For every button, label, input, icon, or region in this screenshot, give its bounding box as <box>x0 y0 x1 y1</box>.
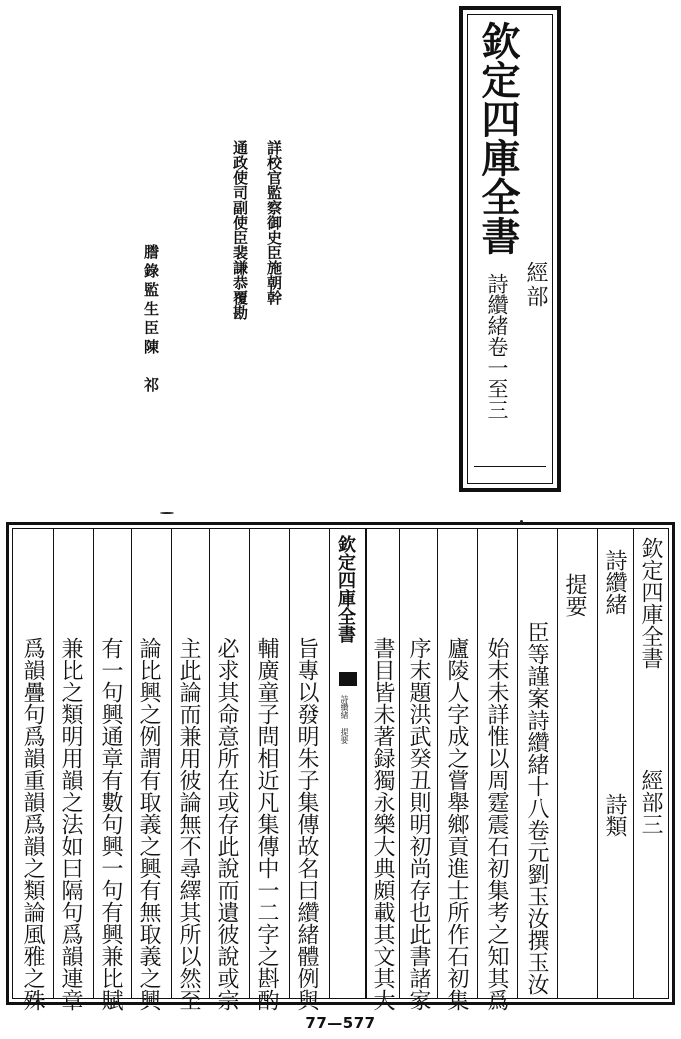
spine-title: 欽定四庫全書 <box>335 535 356 643</box>
text-column: 爲韻疊句爲韻重韻爲韻之類論風雅之殊 <box>20 637 45 1011</box>
page-header-title: 欽定四庫全書 <box>638 537 663 669</box>
page-section: 經部三 <box>638 769 663 835</box>
print-speck <box>520 520 523 523</box>
spine-subtitle: 詩纘緒 提要 <box>340 695 349 744</box>
column-rule <box>477 529 478 998</box>
cover-label-footer-rule <box>474 466 546 479</box>
text-column: 旨專以發明朱子集傳故名曰纘緒體例與 <box>294 637 319 1011</box>
text-column: 廬陵人字成之嘗舉鄉貢進士所作石初集 <box>444 637 469 1011</box>
column-rule <box>437 529 438 998</box>
text-column: 必求其命意所在或存此說而遺彼說或宗 <box>214 637 239 1011</box>
text-column: 臣等謹案詩纘緒十八卷元劉玉汝撰玉汝 <box>524 621 549 995</box>
cover-label-frame <box>459 6 561 492</box>
category: 詩類 <box>602 793 627 837</box>
abstract-heading: 提要 <box>562 573 587 617</box>
center-spine-column <box>329 529 367 998</box>
text-column: 主此論而兼用彼論無不尋繹其所以然至 <box>176 637 201 1011</box>
column-rule <box>633 529 634 998</box>
text-column: 書目皆未著録獨永樂大典頗載其文其大 <box>370 637 395 1011</box>
column-rule <box>249 529 250 998</box>
cover-label-inner-border <box>467 14 553 484</box>
text-column: 始末未詳惟以周霆震石初集考之知其爲 <box>484 637 509 1011</box>
cover-section: 經部 <box>523 261 548 309</box>
text-column: 論比興之例謂有取義之興有無取義之興 <box>136 637 161 1011</box>
column-rule <box>289 529 290 998</box>
text-column: 有一句興通章有數句興一句有興兼比賦 <box>98 637 123 1011</box>
text-column: 兼比之類明用韻之法如曰隔句爲韻連章 <box>58 637 83 1011</box>
official-line-reviewer: 通政使司副使臣裴謙恭覆勘 <box>231 140 249 320</box>
cover-book-title: 詩纘緒卷一至三 <box>485 273 509 420</box>
print-speck <box>160 512 174 514</box>
text-column: 序末題洪武癸丑則明初尚存也此書諸家 <box>406 637 431 1011</box>
text-column: 輔廣童子問相近凡集傳中一二字之斟酌 <box>254 637 279 1011</box>
column-rule <box>131 529 132 998</box>
column-rule <box>93 529 94 998</box>
column-rule <box>517 529 518 998</box>
book-title: 詩纘緒 <box>602 549 627 615</box>
official-line-proofreader: 詳校官監察御史臣施朝幹 <box>265 140 283 305</box>
cover-title: 欽定四庫全書 <box>475 21 521 255</box>
column-rule <box>399 529 400 998</box>
spine-fishtail-mark <box>339 672 357 686</box>
text-page-frame <box>6 522 675 1011</box>
column-rule <box>597 529 598 998</box>
text-page-inner-border <box>12 528 669 1011</box>
column-rule <box>53 529 54 998</box>
column-rule <box>557 529 558 998</box>
page-number: 77—577 <box>305 1014 376 1032</box>
official-line-copyist: 謄錄監生臣陳 祁 <box>142 244 160 396</box>
column-rule <box>209 529 210 998</box>
column-rule <box>171 529 172 998</box>
